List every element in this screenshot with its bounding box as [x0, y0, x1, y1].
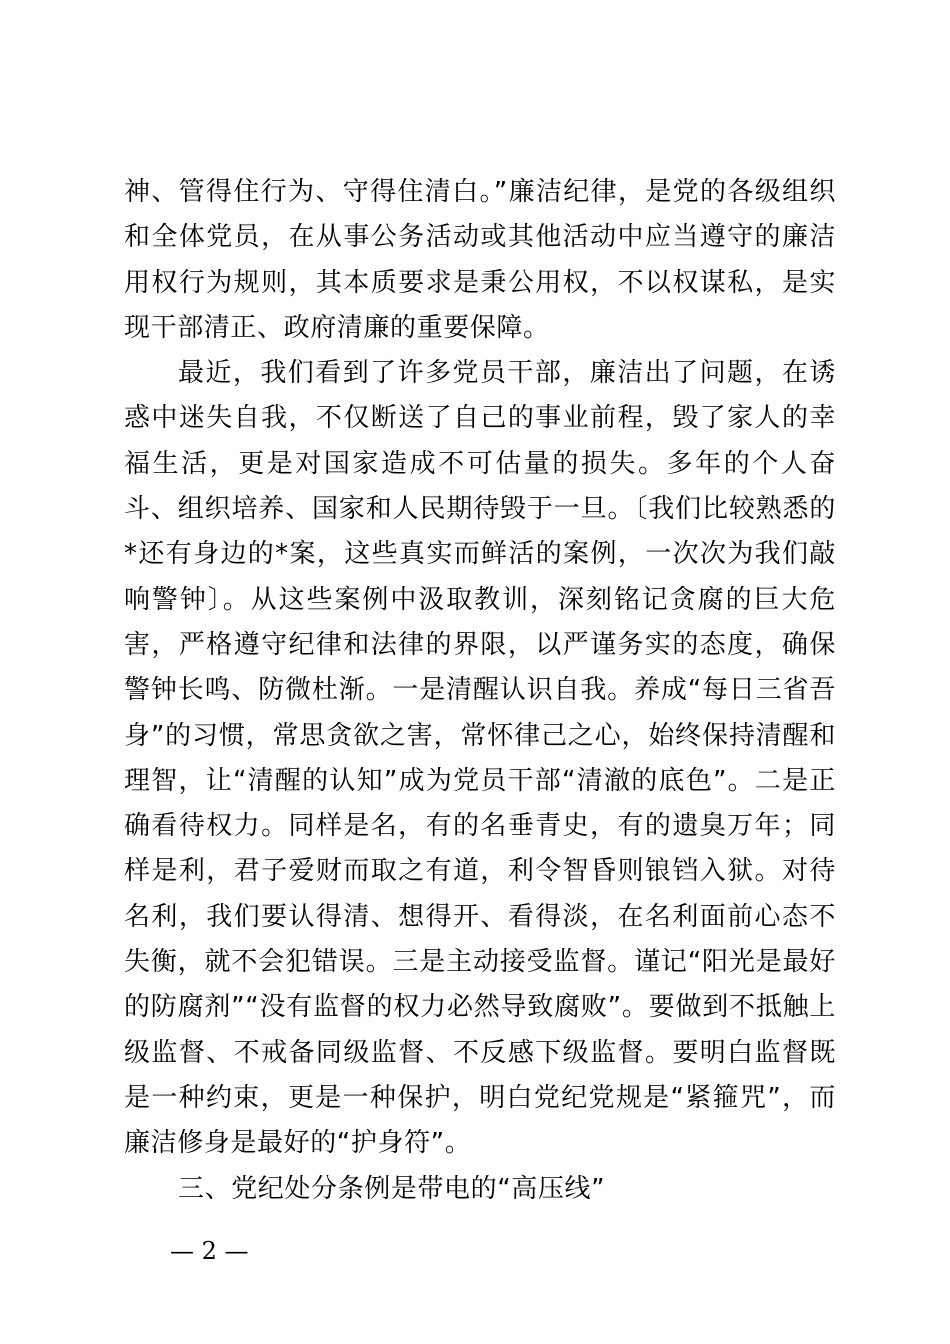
section-heading-3: 三、党纪处分条例是带电的“高压线” [178, 1173, 606, 1204]
document-body [124, 170, 836, 1212]
paragraph-continuation: 神、管得住行为、守得住清白。”廉洁纪律，是党的各级组织和全体党员，在从事公务活动或其他活动中应当遵守的廉洁用权行为规则，其本质要求是秉公用权，不以权谋私，是实现干部清正、政府清廉的重要保障。 [124, 177, 836, 343]
paragraph-cases-warning: 最近，我们看到了许多党员干部，廉洁出了问题，在诱惑中迷失自我，不仅断送了自己的事业前程，毁了家人的幸福生活，更是对国家造成不可估量的损失。多年的个人奋斗、组织培养、国家和人民期待毁于一旦。〔我们比较熟悉的*还有身边的*案，这些真实而鲜活的案例，一次次为我们敲响警钟〕。从这些案例中汲取教训，深刻铭记贪腐的巨大危害，严格遵守纪律和法律的界限，以严谨务实的态度，确保警钟长鸣、防微杜渐。一是清醒认识自我。养成“每日三省吾身”的习惯，常思贪欲之害，常怀律己之心，始终保持清醒和理智，让“清醒的认知”成为党员干部“清澈的底色”。二是正确看待权力。同样是名，有的名垂青史，有的遗臭万年；同样是利，君子爱财而取之有道，利令智昏则锒铛入狱。对待名利，我们要认得清、想得开、看得淡，在名利面前心态不失衡，就不会犯错误。三是主动接受监督。谨记“阳光是最好的防腐剂”“没有监督的权力必然导致腐败”。要做到不抵触上级监督、不戒备同级监督、不反感下级监督。要明白监督既是一种约束，更是一种保护，明白党纪党规是“紧箍咒”，而廉洁修身是最好的“护身符”。 [124, 358, 836, 1159]
page-number: — 2 — [170, 1237, 249, 1265]
